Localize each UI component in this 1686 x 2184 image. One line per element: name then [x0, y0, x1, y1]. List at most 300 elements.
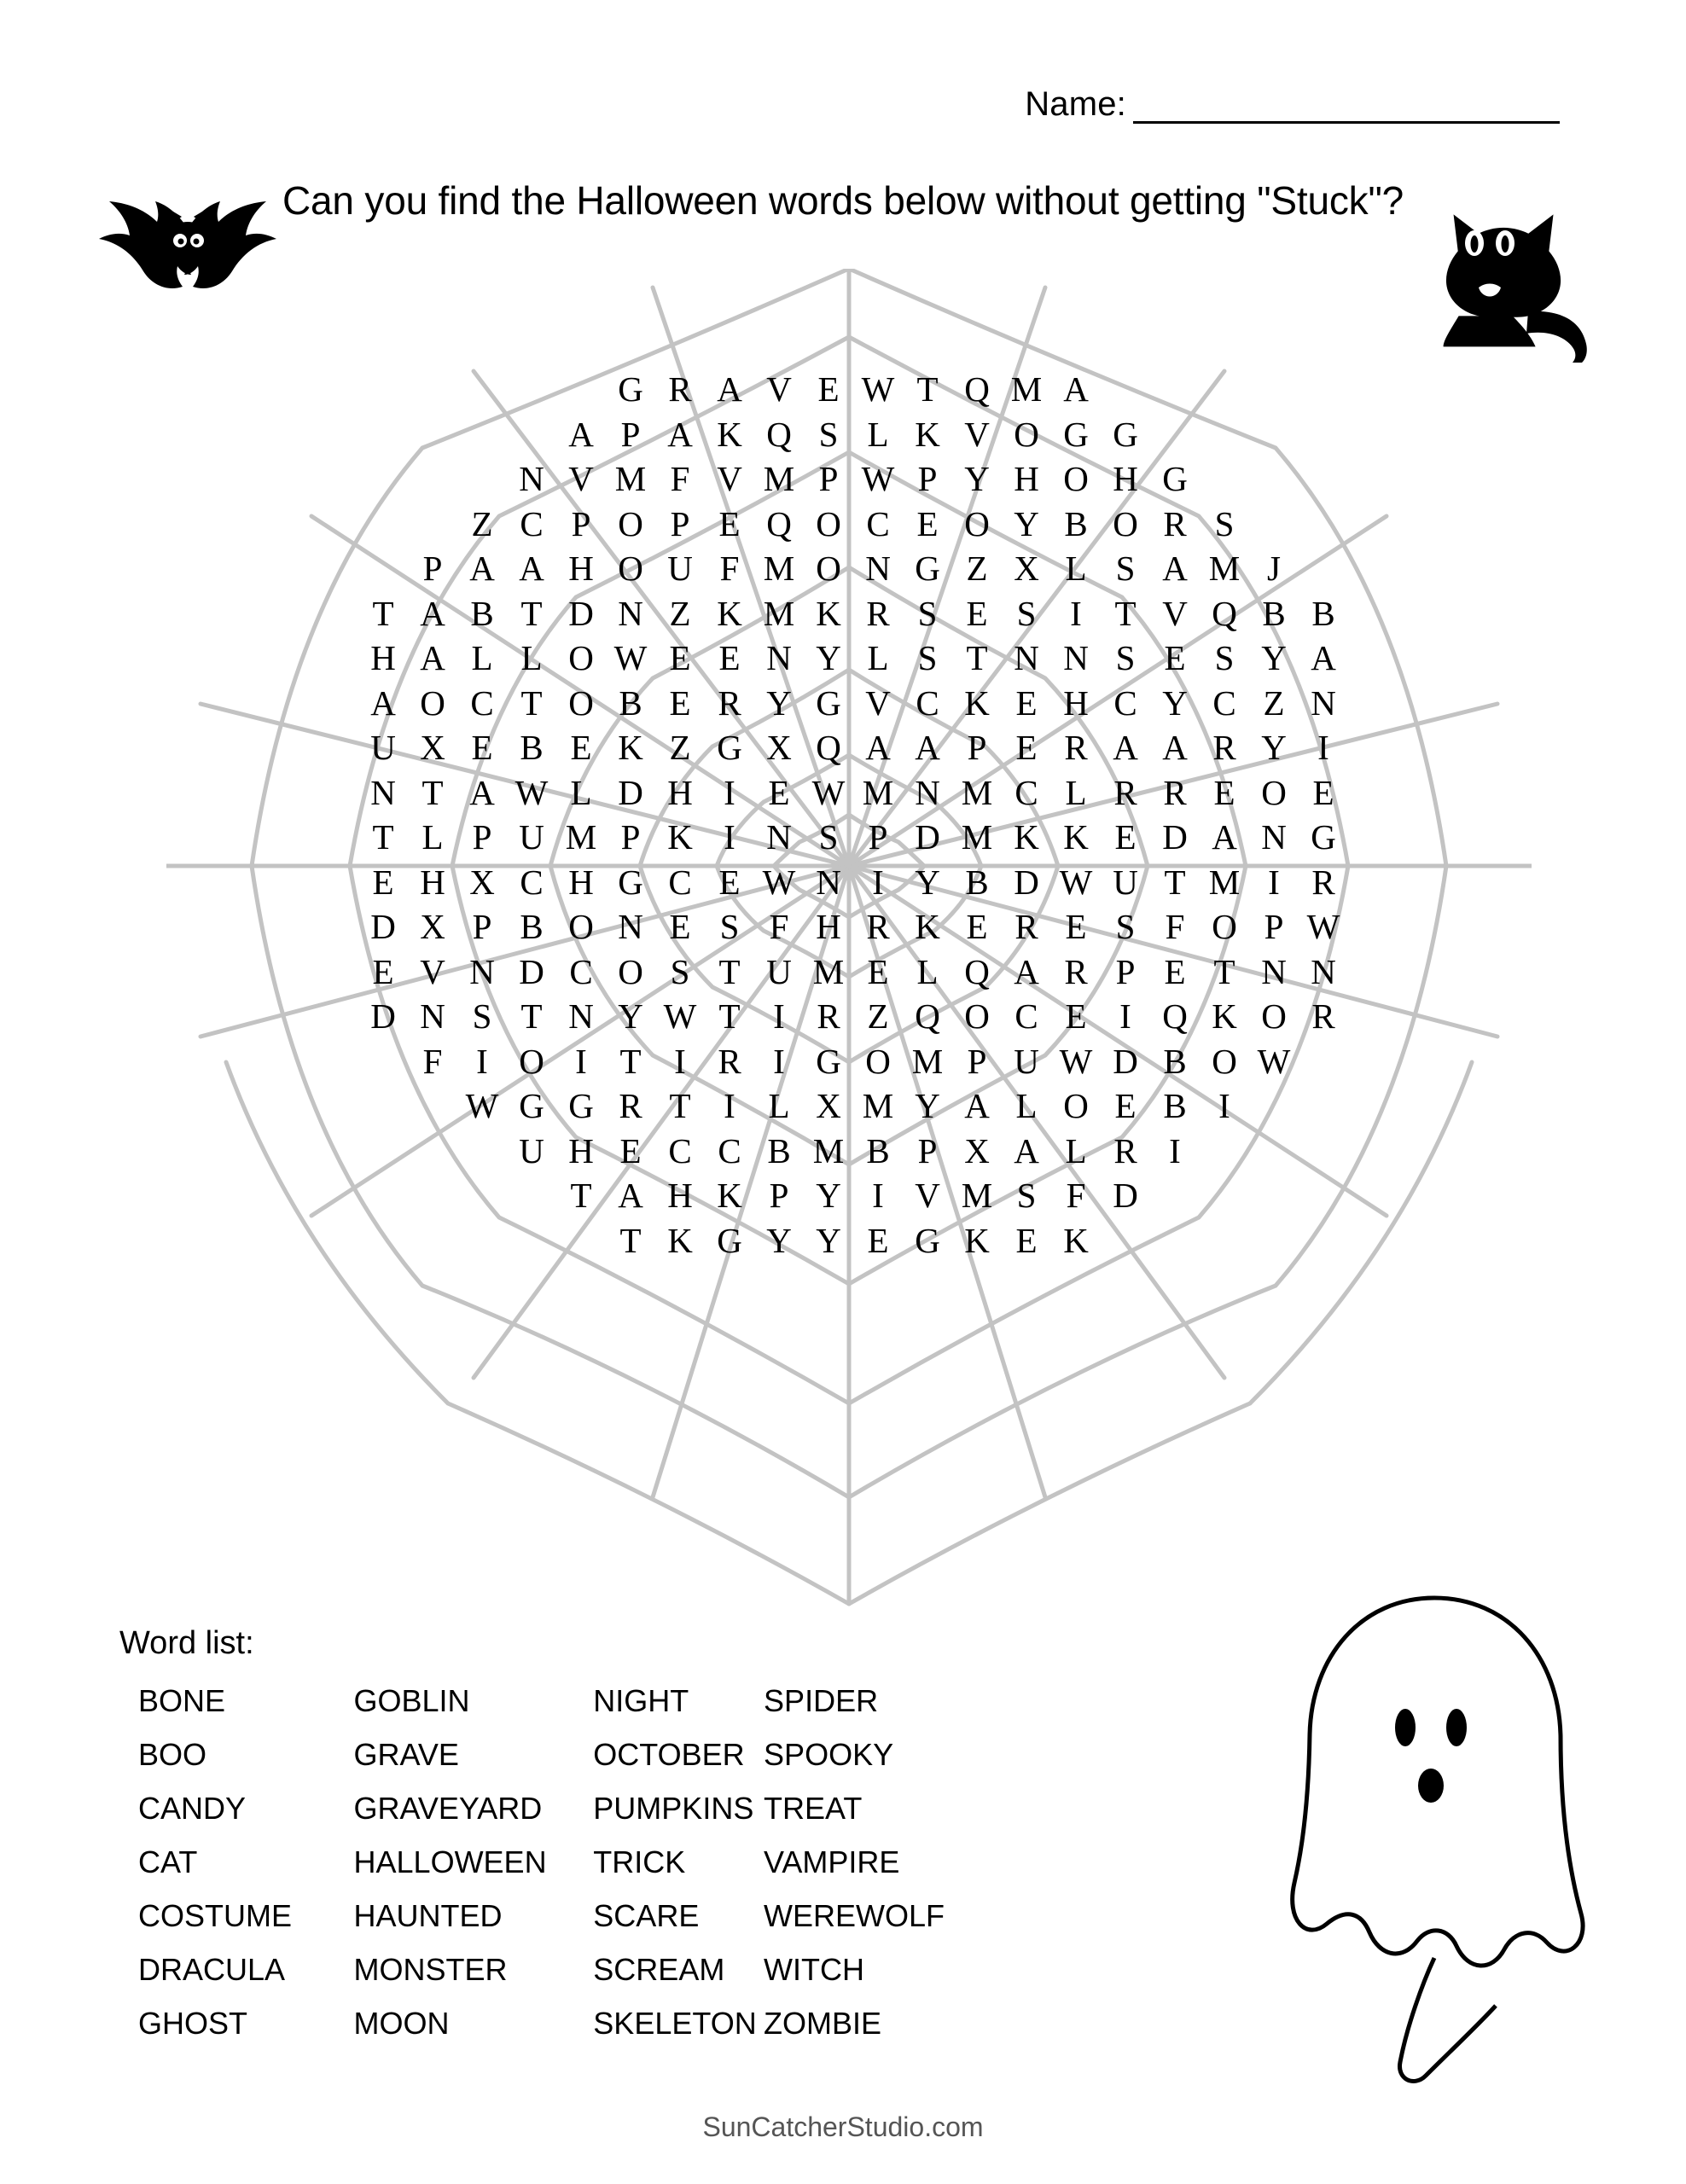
grid-letter: O [1063, 459, 1089, 499]
grid-letter: K [915, 414, 940, 454]
grid-letter: I [724, 817, 735, 857]
grid-letter: D [1113, 1041, 1138, 1081]
word-list-item[interactable]: DRACULA [138, 1952, 286, 1987]
word-list-item[interactable]: WITCH [764, 1952, 865, 1987]
name-write-line[interactable] [1133, 92, 1560, 124]
grid-letter: N [865, 549, 891, 589]
grid-letter: I [872, 862, 884, 902]
grid-letter: R [1113, 772, 1137, 812]
grid-letter: G [816, 1041, 841, 1081]
grid-letter: T [619, 1041, 642, 1081]
grid-letter: T [520, 682, 543, 723]
grid-letter: A [865, 728, 891, 768]
grid-letter: O [816, 549, 841, 589]
grid-letter: E [916, 503, 939, 543]
grid-letter: H [1063, 682, 1089, 723]
grid-letter: W [465, 1086, 499, 1126]
grid-letter: O [1014, 414, 1039, 454]
grid-letter: R [1064, 728, 1088, 768]
grid-letter: O [1113, 503, 1138, 543]
grid-letter: G [816, 682, 841, 723]
grid-letter: Y [766, 682, 792, 723]
grid-letter: H [1113, 459, 1138, 499]
grid-letter: P [967, 728, 987, 768]
grid-letter: T [520, 593, 543, 633]
word-list-item[interactable]: CANDY [138, 1791, 247, 1826]
word-list-item[interactable]: SPIDER [764, 1683, 879, 1718]
grid-row [213, 456, 1493, 502]
grid-letter: R [817, 996, 840, 1037]
grid-letter: C [668, 1130, 692, 1170]
grid-letter: T [966, 638, 988, 678]
grid-letter: B [1311, 593, 1335, 633]
grid-letter: G [717, 728, 742, 768]
grid-letter: E [619, 1130, 642, 1170]
grid-letter: E [867, 951, 889, 991]
grid-letter: R [668, 369, 692, 410]
grid-letter: I [674, 1041, 686, 1081]
grid-letter: E [1312, 772, 1334, 812]
grid-letter: N [1261, 817, 1287, 857]
grid-letter: U [1014, 1041, 1039, 1081]
grid-letter: H [568, 549, 594, 589]
word-list-item[interactable]: TRICK [593, 1844, 686, 1879]
grid-letter: M [763, 593, 795, 633]
grid-letter: W [515, 772, 549, 812]
grid-letter: O [1212, 907, 1237, 947]
grid-letter: A [1162, 549, 1188, 589]
grid-letter: N [766, 638, 792, 678]
grid-letter: E [867, 1220, 889, 1260]
grid-letter: T [718, 996, 741, 1037]
grid-letter: H [816, 907, 841, 947]
grid-letter: K [717, 414, 742, 454]
grid-letter: O [420, 682, 445, 723]
grid-letter: E [372, 862, 394, 902]
grid-letter: K [1212, 996, 1237, 1037]
grid-letter: S [1115, 907, 1136, 947]
grid-letter: C [1015, 772, 1038, 812]
grid-letter: Z [471, 503, 493, 543]
grid-letter: Z [669, 728, 691, 768]
grid-letter: U [370, 728, 396, 768]
word-list [119, 1625, 973, 2050]
grid-letter: Z [1263, 682, 1285, 723]
word-list-item[interactable]: GOBLIN [353, 1683, 470, 1718]
grid-letter: E [1015, 1220, 1038, 1260]
grid-letter: E [718, 862, 741, 902]
grid-letter: S [1214, 503, 1235, 543]
word-list-item[interactable]: OCTOBER [593, 1737, 745, 1772]
grid-row [213, 1039, 1493, 1084]
grid-letter: K [667, 817, 693, 857]
grid-letter: E [1065, 996, 1087, 1037]
grid-letter: S [1115, 638, 1136, 678]
grid-letter: M [862, 772, 894, 812]
grid-letter: Y [816, 1220, 841, 1260]
grid-row [213, 412, 1493, 457]
grid-letter: I [575, 1041, 587, 1081]
grid-letter: C [1113, 682, 1137, 723]
word-list-item[interactable]: SPOOKY [764, 1737, 894, 1772]
word-list-item[interactable]: MOON [353, 2006, 450, 2041]
grid-letter: X [1014, 549, 1039, 589]
grid-letter: R [1163, 503, 1187, 543]
grid-letter: M [812, 951, 845, 991]
grid-letter: A [469, 549, 495, 589]
grid-letter: B [520, 728, 544, 768]
word-list-item[interactable]: HALLOWEEN [353, 1844, 547, 1879]
grid-letter: F [719, 549, 740, 589]
grid-letter: T [422, 772, 444, 812]
grid-letter: D [370, 996, 396, 1037]
grid-letter: U [667, 549, 693, 589]
grid-letter: I [872, 1176, 884, 1216]
grid-letter: E [1114, 1086, 1137, 1126]
word-list-item[interactable]: MONSTER [353, 1952, 508, 1987]
grid-letter: N [370, 772, 396, 812]
grid-letter: X [964, 1130, 990, 1170]
grid-letter: A [667, 414, 693, 454]
grid-letter: A [370, 682, 396, 723]
grid-letter: L [570, 772, 592, 812]
grid-letter: T [1164, 862, 1186, 902]
grid-letter: T [1114, 593, 1137, 633]
grid-letter: N [618, 593, 643, 633]
grid-letter: P [422, 549, 443, 589]
grid-row [213, 994, 1493, 1039]
grid-letter: P [472, 817, 492, 857]
grid-letter: E [669, 638, 691, 678]
grid-letter: T [669, 1086, 691, 1126]
grid-letter: G [618, 862, 643, 902]
grid-letter: B [1163, 1041, 1187, 1081]
word-list-title: Word list: [119, 1625, 254, 1661]
word-list-item[interactable]: CAT [138, 1844, 198, 1879]
grid-letter: C [916, 682, 939, 723]
grid-letter: Z [867, 996, 889, 1037]
grid-letter: R [1311, 996, 1335, 1037]
grid-letter: L [520, 638, 543, 678]
grid-letter: S [818, 414, 839, 454]
grid-letter: A [618, 1176, 643, 1216]
grid-letter: B [1064, 503, 1088, 543]
word-list-item[interactable]: GRAVE [353, 1737, 459, 1772]
grid-letter: X [420, 907, 445, 947]
grid-letter: A [1311, 638, 1336, 678]
grid-row [213, 1083, 1493, 1129]
grid-letter: O [964, 503, 990, 543]
word-list-columns [119, 1674, 973, 2050]
grid-letter: Y [1162, 682, 1188, 723]
grid-letter: Q [816, 728, 841, 768]
grid-letter: T [372, 817, 394, 857]
grid-letter: S [917, 593, 938, 633]
grid-letter: D [618, 772, 643, 812]
grid-letter: W [811, 772, 846, 812]
grid-letter: T [570, 1176, 592, 1216]
word-list-item[interactable]: HAUNTED [353, 1898, 503, 1933]
word-list-item[interactable]: GHOST [138, 2006, 248, 2041]
grid-letter: P [620, 817, 641, 857]
grid-letter: C [569, 951, 593, 991]
grid-letter: Y [618, 996, 643, 1037]
grid-letter: R [1113, 1130, 1137, 1170]
grid-letter: E [1065, 907, 1087, 947]
grid-letter: W [762, 862, 796, 902]
grid-letter: R [1064, 951, 1088, 991]
grid-letter: W [861, 459, 895, 499]
word-list-item[interactable]: WEREWOLF [764, 1898, 945, 1933]
grid-letter: I [476, 1041, 488, 1081]
grid-letter: G [717, 1220, 742, 1260]
grid-letter: V [766, 369, 792, 410]
grid-letter: I [724, 1086, 735, 1126]
grid-letter: N [915, 772, 940, 812]
grid-letter: E [570, 728, 592, 768]
word-list-item[interactable]: NIGHT [593, 1683, 689, 1718]
grid-letter: K [1063, 1220, 1089, 1260]
grid-letter: N [420, 996, 445, 1037]
grid-letter: H [1014, 459, 1039, 499]
grid-letter: T [916, 369, 939, 410]
word-list-item[interactable]: SCREAM [593, 1952, 725, 1987]
grid-letter: D [1113, 1176, 1138, 1216]
grid-letter: P [917, 1130, 938, 1170]
bat-icon [81, 195, 294, 314]
grid-letter: M [1208, 862, 1241, 902]
grid-row [213, 860, 1493, 905]
grid-letter: Z [669, 593, 691, 633]
grid-letter: T [1213, 951, 1235, 991]
grid-letter: W [1257, 1041, 1291, 1081]
grid-row [213, 725, 1493, 770]
grid-letter: I [1169, 1130, 1181, 1170]
grid-letter: K [964, 1220, 990, 1260]
grid-letter: A [420, 593, 445, 633]
grid-row [213, 1173, 1493, 1218]
grid-letter: D [1014, 862, 1039, 902]
grid-letter: T [619, 1220, 642, 1260]
grid-letter: N [1261, 951, 1287, 991]
grid-letter: K [1014, 817, 1039, 857]
grid-row [213, 681, 1493, 726]
grid-letter: W [663, 996, 697, 1037]
puzzle-area [85, 256, 1613, 1621]
word-list-item[interactable]: VAMPIRE [764, 1844, 900, 1879]
grid-letter: O [1261, 772, 1287, 812]
grid-letter: U [519, 817, 544, 857]
grid-letter: D [568, 593, 594, 633]
grid-letter: E [817, 369, 840, 410]
grid-letter: F [670, 459, 690, 499]
word-list-item[interactable]: ZOMBIE [764, 2006, 882, 2041]
site-credit: SunCatcherStudio.com [702, 2111, 984, 2142]
grid-letter: O [568, 907, 594, 947]
grid-letter: D [915, 817, 940, 857]
grid-letter: L [1015, 1086, 1038, 1126]
grid-row [213, 502, 1493, 547]
grid-letter: Y [915, 862, 940, 902]
grid-letter: E [718, 638, 741, 678]
grid-letter: O [964, 996, 990, 1037]
grid-letter: B [1262, 593, 1286, 633]
grid-letter: P [769, 1176, 789, 1216]
grid-letter: I [773, 996, 785, 1037]
grid-row [213, 770, 1493, 816]
grid-letter: Q [1212, 593, 1237, 633]
grid-row [213, 950, 1493, 995]
ghost-icon [1272, 1583, 1596, 2094]
grid-letter: L [471, 638, 493, 678]
grid-letter: F [422, 1041, 443, 1081]
grid-letter: N [816, 862, 841, 902]
word-list-column [119, 1674, 354, 2050]
grid-letter: P [1115, 951, 1136, 991]
grid-letter: C [1212, 682, 1236, 723]
grid-letter: H [420, 862, 445, 902]
grid-letter: X [816, 1086, 841, 1126]
grid-letter: P [1264, 907, 1284, 947]
grid-letter: E [768, 772, 790, 812]
grid-letter: I [1317, 728, 1329, 768]
grid-letter: Z [966, 549, 988, 589]
grid-letter: R [718, 682, 741, 723]
grid-letter: M [911, 1041, 944, 1081]
grid-letter: E [669, 907, 691, 947]
grid-letter: E [669, 682, 691, 723]
grid-letter: V [915, 1176, 940, 1216]
grid-letter: Y [964, 459, 990, 499]
grid-letter: L [1065, 549, 1087, 589]
grid-letter: D [1162, 817, 1188, 857]
grid-row [213, 1218, 1493, 1263]
word-list-item[interactable]: SCARE [593, 1898, 700, 1933]
grid-row [213, 591, 1493, 636]
word-list-item[interactable]: SKELETON [593, 2006, 757, 2041]
grid-letter: P [818, 459, 839, 499]
grid-letter: B [470, 593, 494, 633]
grid-letter: H [568, 862, 594, 902]
grid-letter: Y [915, 1086, 940, 1126]
grid-letter: M [763, 459, 795, 499]
grid-letter: P [917, 459, 938, 499]
grid-letter: K [915, 907, 940, 947]
grid-letter: G [1113, 414, 1138, 454]
grid-letter: E [1015, 728, 1038, 768]
grid-letter: A [1014, 1130, 1039, 1170]
grid-letter: R [718, 1041, 741, 1081]
grid-letter: C [668, 862, 692, 902]
word-list-item[interactable]: TREAT [764, 1791, 863, 1826]
grid-letter: I [1070, 593, 1082, 633]
grid-letter: C [520, 862, 544, 902]
grid-letter: A [568, 414, 594, 454]
grid-letter: W [861, 369, 895, 410]
grid-letter: G [1162, 459, 1188, 499]
grid-letter: A [1212, 817, 1237, 857]
grid-letter: F [1165, 907, 1185, 947]
grid-letter: S [1016, 593, 1037, 633]
grid-letter: M [763, 549, 795, 589]
grid-letter: Q [964, 369, 990, 410]
grid-letter: G [618, 369, 643, 410]
grid-letter: K [717, 593, 742, 633]
grid-letter: Q [766, 503, 792, 543]
grid-letter: P [967, 1041, 987, 1081]
grid-letter: S [472, 996, 492, 1037]
grid-letter: I [724, 772, 735, 812]
word-list-column [593, 1674, 764, 2050]
grid-letter: V [420, 951, 445, 991]
grid-letter: S [719, 907, 740, 947]
grid-letter: E [1114, 817, 1137, 857]
grid-row [213, 546, 1493, 591]
grid-letter: A [915, 728, 940, 768]
grid-letter: E [718, 503, 741, 543]
grid-letter: M [565, 817, 597, 857]
grid-letter: Y [816, 638, 841, 678]
grid-letter: F [769, 907, 789, 947]
grid-letter: H [667, 772, 693, 812]
grid-letter: R [1015, 907, 1038, 947]
grid-letter: P [571, 503, 591, 543]
grid-letter: A [717, 369, 742, 410]
grid-letter: V [1162, 593, 1188, 633]
grid-letter: G [519, 1086, 544, 1126]
grid-letter: Y [766, 1220, 792, 1260]
grid-letter: R [1163, 772, 1187, 812]
grid-letter: S [818, 817, 839, 857]
grid-letter: B [866, 1130, 890, 1170]
grid-letter: R [1212, 728, 1236, 768]
grid-letter: N [618, 907, 643, 947]
grid-letter: Q [915, 996, 940, 1037]
grid-letter: A [964, 1086, 990, 1126]
grid-letter: X [766, 728, 792, 768]
word-list-item[interactable]: PUMPKINS [593, 1791, 754, 1826]
grid-letter: L [1065, 772, 1087, 812]
word-list-item[interactable]: BOO [138, 1737, 207, 1772]
word-list-item[interactable]: GRAVEYARD [353, 1791, 543, 1826]
grid-letter: I [1218, 1086, 1230, 1126]
grid-letter: U [519, 1130, 544, 1170]
grid-letter: M [1208, 549, 1241, 589]
grid-letter: L [422, 817, 444, 857]
grid-letter: L [867, 638, 889, 678]
word-list-column [764, 1674, 973, 2050]
grid-letter: O [816, 503, 841, 543]
grid-letter: T [718, 951, 741, 991]
grid-letter: A [1063, 369, 1089, 410]
grid-letter: U [1113, 862, 1138, 902]
word-list-item[interactable]: COSTUME [138, 1898, 292, 1933]
grid-letter: Q [766, 414, 792, 454]
grid-letter: E [966, 593, 988, 633]
grid-letter: Q [964, 951, 990, 991]
grid-letter: X [420, 728, 445, 768]
grid-letter: I [1119, 996, 1131, 1037]
grid-letter: K [667, 1220, 693, 1260]
grid-letter: P [670, 503, 690, 543]
grid-letter: R [866, 593, 890, 633]
grid-letter: N [1063, 638, 1089, 678]
grid-letter: A [519, 549, 544, 589]
word-list-item[interactable]: BONE [138, 1683, 226, 1718]
page-title: Can you find the Halloween words below without getting "Stuck"? [282, 178, 1404, 223]
grid-letter: C [866, 503, 890, 543]
grid-letter: E [471, 728, 493, 768]
